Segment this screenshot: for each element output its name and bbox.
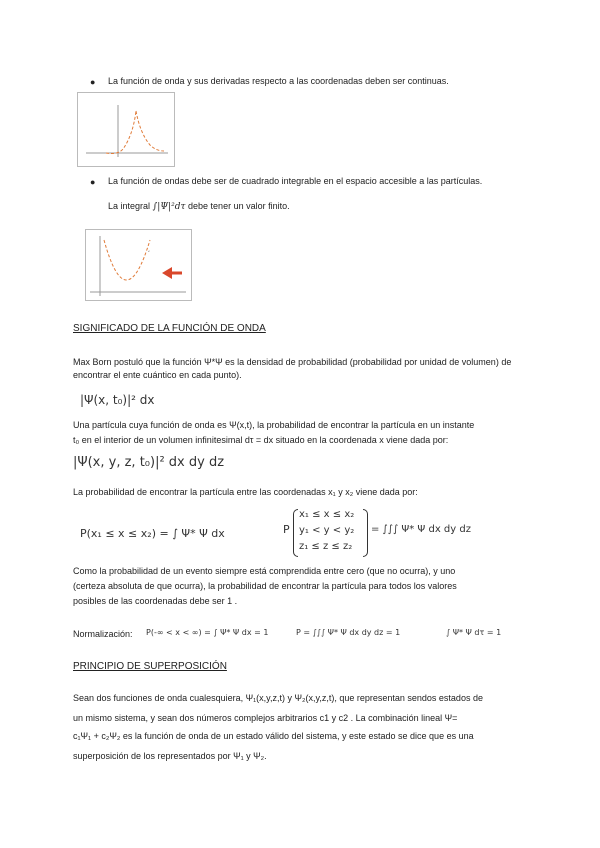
bullet-dot: ●: [90, 77, 96, 87]
paragraph-prob-range-line2: (certeza absoluta de que ocurra), la probabilidad de encontrar la partícula para todos los valores: [73, 581, 457, 591]
normalization-formula-tau: ∫ Ψ* Ψ dτ = 1: [446, 628, 502, 637]
integral-suffix: debe tener un valor finito.: [185, 201, 290, 211]
normalization-label: Normalización:: [73, 629, 133, 639]
left-paren: [293, 509, 298, 557]
formula-prob-interval-1d: P(x₁ ≤ x ≤ x₂) = ∫ Ψ* Ψ dx: [80, 527, 225, 540]
prob-row-x: x₁ ≤ x ≤ x₂: [299, 509, 355, 520]
paragraph-prob-range-line3: posibles de las coordenadas debe ser 1 .: [73, 596, 238, 606]
paragraph-between-coords: La probabilidad de encontrar la partícula entre las coordenadas x₁ y x₂ viene dada por:: [73, 487, 418, 497]
prob-P: P: [283, 523, 290, 536]
curve-right: [136, 111, 164, 151]
integral-formula: ∫|Ψ|²dτ: [152, 202, 186, 212]
normalization-formula-1d: P(-∞ < x < ∞) = ∫ Ψ* Ψ dx = 1: [146, 628, 269, 637]
parabola-mark: ʻ: [148, 250, 150, 257]
prob-volume-rhs: = ∫∫∫ Ψ* Ψ dx dy dz: [371, 524, 471, 535]
integral-prefix: La integral: [108, 201, 153, 211]
normalization-formula-3d: P = ∫∫∫ Ψ* Ψ dx dy dz = 1: [296, 628, 401, 637]
paragraph-prob-range-line1: Como la probabilidad de un evento siempre está comprendida entre cero (que no ocurra), y uno: [73, 566, 456, 576]
figure-cusp-graph: [77, 92, 175, 167]
integral-line: [108, 200, 290, 214]
paragraph-superposition-line3: c₁Ψ₁ + c₂Ψ₂ es la función de onda de un estado válido del sistema, y este estado se dice que es una: [73, 731, 474, 741]
figure-parabola-graph: [85, 229, 192, 301]
bullet-text-integrable: La función de ondas debe ser de cuadrado integrable en el espacio accesible a las partículas.: [108, 176, 483, 186]
paragraph-superposition-line1: Sean dos funciones de onda cualesquiera, Ψ₁(x,y,z,t) y Ψ₂(x,y,z,t), que representan sendos estados de: [73, 693, 483, 703]
formula-prob-density-3d: |Ψ(x, y, z, t₀)|² dx dy dz: [73, 455, 225, 470]
formula-prob-density-1d: |Ψ(x, t₀)|² dx: [80, 393, 155, 407]
paragraph-superposition-line4: superposición de los representados por Ψ₁ y Ψ₂.: [73, 751, 267, 761]
prob-row-z: z₁ ≤ z ≤ z₂: [299, 541, 353, 552]
section-heading-superposicion: PRINCIPIO DE SUPERPOSICIÓN: [73, 661, 227, 672]
formula-prob-volume-3d: [283, 507, 513, 559]
parabola-curve: [104, 240, 150, 280]
bullet-dot: ●: [90, 177, 96, 187]
paragraph-particle-line2: t₀ en el interior de un volumen infinitesimal dτ = dx situado en la coordenada x viene dada por:: [73, 435, 449, 445]
curve-left: [106, 111, 136, 154]
arrow-head-icon: [162, 267, 172, 279]
cusp-graph-svg: [78, 93, 174, 166]
section-heading-significado: SIGNIFICADO DE LA FUNCIÓN DE ONDA: [73, 323, 266, 334]
prob-row-y: y₁ < y < y₂: [299, 525, 355, 536]
paragraph-superposition-line2: un mismo sistema, y sean dos números complejos arbitrarios c1 y c2 . La combinación lineal Ψ=: [73, 713, 458, 723]
right-paren: [363, 509, 368, 557]
paragraph-particle-line1: Una partícula cuya función de onda es Ψ(x,t), la probabilidad de encontrar la partícula en un instante: [73, 420, 475, 430]
parabola-graph-svg: [86, 230, 191, 300]
paragraph-born: Max Born postuló que la función Ψ*Ψ es la densidad de probabilidad (probabilidad por unidad de volumen) de encontrar el ente cuántico en cada punto).: [73, 357, 512, 380]
bullet-text-continuity: La función de onda y sus derivadas respecto a las coordenadas deben ser continuas.: [108, 76, 449, 86]
